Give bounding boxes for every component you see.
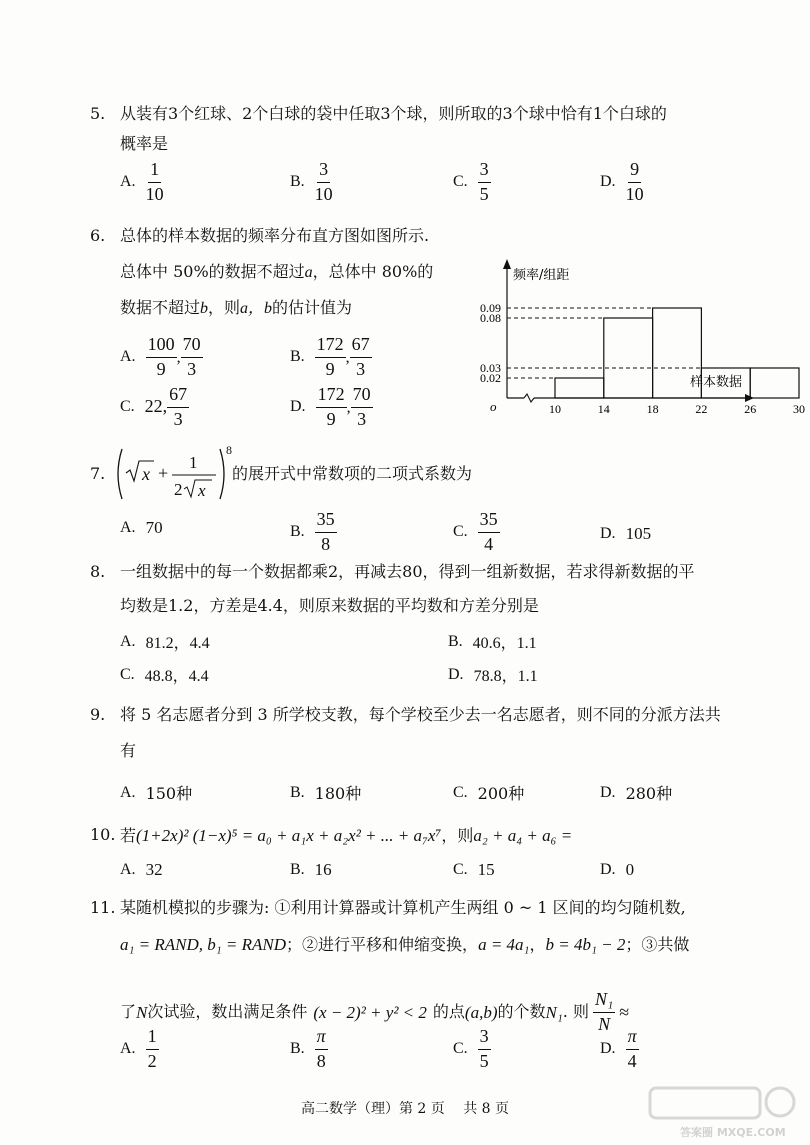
q10-number: 10. <box>90 825 116 844</box>
q9-number: 9. <box>90 705 106 724</box>
frequency-histogram <box>460 255 805 430</box>
q9-text-line2: 有 <box>120 741 137 760</box>
q11-option-a: A. $\frac{1}{2}$ <box>120 1026 157 1071</box>
q7-denominator-x: x <box>198 481 206 500</box>
q7-expression-brackets <box>112 443 232 505</box>
q8-option-a: A. 81.2，4.4 <box>120 632 210 652</box>
q7-expression <box>112 443 232 505</box>
q5-text-line1: 从装有3个红球、2个白球的袋中任取3个球，则所取的3个球中恰有1个白球的 <box>120 104 667 123</box>
q6-text-line3: 数据不超过b，则a，b的估计值为 <box>120 298 353 317</box>
histogram-x-tick-3: 22 <box>695 402 708 416</box>
q6-option-d: D. $\frac{172}{9}$ , $\frac{70}{3}$ <box>290 384 371 429</box>
q7-denominator-2: 2 <box>174 480 183 499</box>
q6-option-c: C. 22, $\frac{67}{3}$ <box>120 384 188 429</box>
q7-option-a: A. 70 <box>120 518 163 537</box>
histogram-x-tick-1: 14 <box>597 402 610 416</box>
histogram-x-axis-label: 样本数据 <box>690 375 743 390</box>
histogram-y-arrow <box>503 259 511 269</box>
q7-plus-sign: + <box>158 463 169 483</box>
q11-text-line1: 某随机模拟的步骤为: ①利用计算器或计算机产生两组 0 ~ 1 区间的均匀随机数, <box>120 898 686 917</box>
q5-option-d: D. $\frac{9}{10}$ <box>600 159 644 204</box>
q11-text-line3: 了 N 次试验，数出满足条件 (x − 2)² + y² < 2 的点 (a,b) 的个数 N₁ . 则 $\frac{\text{N₁}}{N}$ ≈ <box>120 989 630 1034</box>
q9-option-b: B. 180种 <box>290 783 362 803</box>
q11-number: 11. <box>90 898 116 917</box>
histogram-x-tick-4: 26 <box>744 402 757 416</box>
q7-option-d: D. 105 <box>600 524 652 543</box>
q5-option-b: B. $\frac{3}{10}$ <box>290 159 333 204</box>
histogram-x-tick-5: 30 <box>793 402 805 416</box>
q9-text-line1: 将 5 名志愿者分到 3 所学校支教，每个学校至少去一名志愿者，则不同的分派方法共 <box>120 705 721 724</box>
q7-option-c: C. $\frac{35}{4}$ <box>453 509 498 554</box>
q5-option-c: C. $\frac{3}{5}$ <box>453 159 489 204</box>
q11-option-b: B. $\frac{\pi}{8}$ <box>290 1026 326 1071</box>
q10-option-c: C. 15 <box>453 860 495 879</box>
histogram-y-tick-2: 0.03 <box>480 361 501 375</box>
q6-text-line1: 总体的样本数据的频率分布直方图如图所示. <box>120 226 430 245</box>
q11-option-d: D. $\frac{\pi}{4}$ <box>600 1026 637 1071</box>
q6-option-b: B. $\frac{172}{9}$ , $\frac{67}{3}$ <box>290 334 370 379</box>
q7-text: 的展开式中常数项的二项式系数为 <box>232 464 473 483</box>
q10-option-a: A. 32 <box>120 860 163 879</box>
q10-option-b: B. 16 <box>290 860 332 879</box>
histogram-y-tick-3: 0.02 <box>480 371 501 385</box>
histogram-axis-break <box>524 394 534 402</box>
q7-power: 8 <box>226 443 232 457</box>
q5-option-a: A. $\frac{1}{10}$ <box>120 159 164 204</box>
q6-number: 6. <box>90 226 106 245</box>
q8-option-d: D. 78.8，1.1 <box>448 665 538 685</box>
q10-option-d: D. 0 <box>600 860 635 879</box>
q7-sqrt-x: x <box>142 464 150 484</box>
q9-option-a: A. 150种 <box>120 783 193 803</box>
q11-text-line2: a₁ = RAND, b₁ = RAND；②进行平移和伸缩变换，a = 4a₁，b = 4b₁ − 2；③共做 <box>120 935 690 954</box>
q8-text-line2: 均数是1.2，方差是4.4，则原来数据的平均数和方差分别是 <box>120 596 539 615</box>
histogram-y-tick-0: 0.09 <box>480 301 501 315</box>
q7-option-b: B. $\frac{35}{8}$ <box>290 509 335 554</box>
histogram-bar-4 <box>750 368 799 398</box>
q8-option-b: B. 40.6，1.1 <box>448 632 537 652</box>
q8-number: 8. <box>90 562 106 581</box>
q8-text-line1: 一组数据中的每一个数据都乘2，再减去80，得到一组新数据，若求得新数据的平 <box>120 562 695 581</box>
q6-option-a: A. $\frac{100}{9}$ , $\frac{70}{3}$ <box>120 334 201 379</box>
q5-number: 5. <box>90 104 106 123</box>
q6-text-line2: 总体中 50%的数据不超过a，总体中 80%的 <box>120 262 434 281</box>
histogram-x-tick-0: 10 <box>549 402 561 416</box>
histogram-y-axis-label: 频率/组距 <box>513 268 570 283</box>
histogram-origin-label: o <box>490 399 497 414</box>
q9-option-d: D. 280种 <box>600 783 673 803</box>
histogram-y-tick-1: 0.08 <box>480 311 501 325</box>
histogram-bar-1 <box>604 318 653 398</box>
histogram-bar-0 <box>555 378 604 398</box>
page-footer: 高二数学（理）第 2 页 共 8 页 <box>300 1101 510 1117</box>
histogram-x-tick-2: 18 <box>646 402 659 416</box>
q7-numerator: 1 <box>189 453 198 472</box>
q7-number: 7. <box>90 464 106 483</box>
q10-text: 若(1+2x)² (1−x)⁵ = a₀ + a₁x + a₂x² + ... + a₇x⁷，则a₂ + a₄ + a₆ = <box>120 826 573 845</box>
q8-option-c: C. 48.8，4.4 <box>120 665 209 685</box>
q5-text-line2: 概率是 <box>120 134 169 153</box>
watermark-text: 答案圈 MXQE.COM <box>680 1126 786 1139</box>
q9-option-c: C. 200种 <box>453 783 525 803</box>
watermark-logo <box>640 1080 800 1140</box>
q11-option-c: C. $\frac{3}{5}$ <box>453 1026 489 1071</box>
